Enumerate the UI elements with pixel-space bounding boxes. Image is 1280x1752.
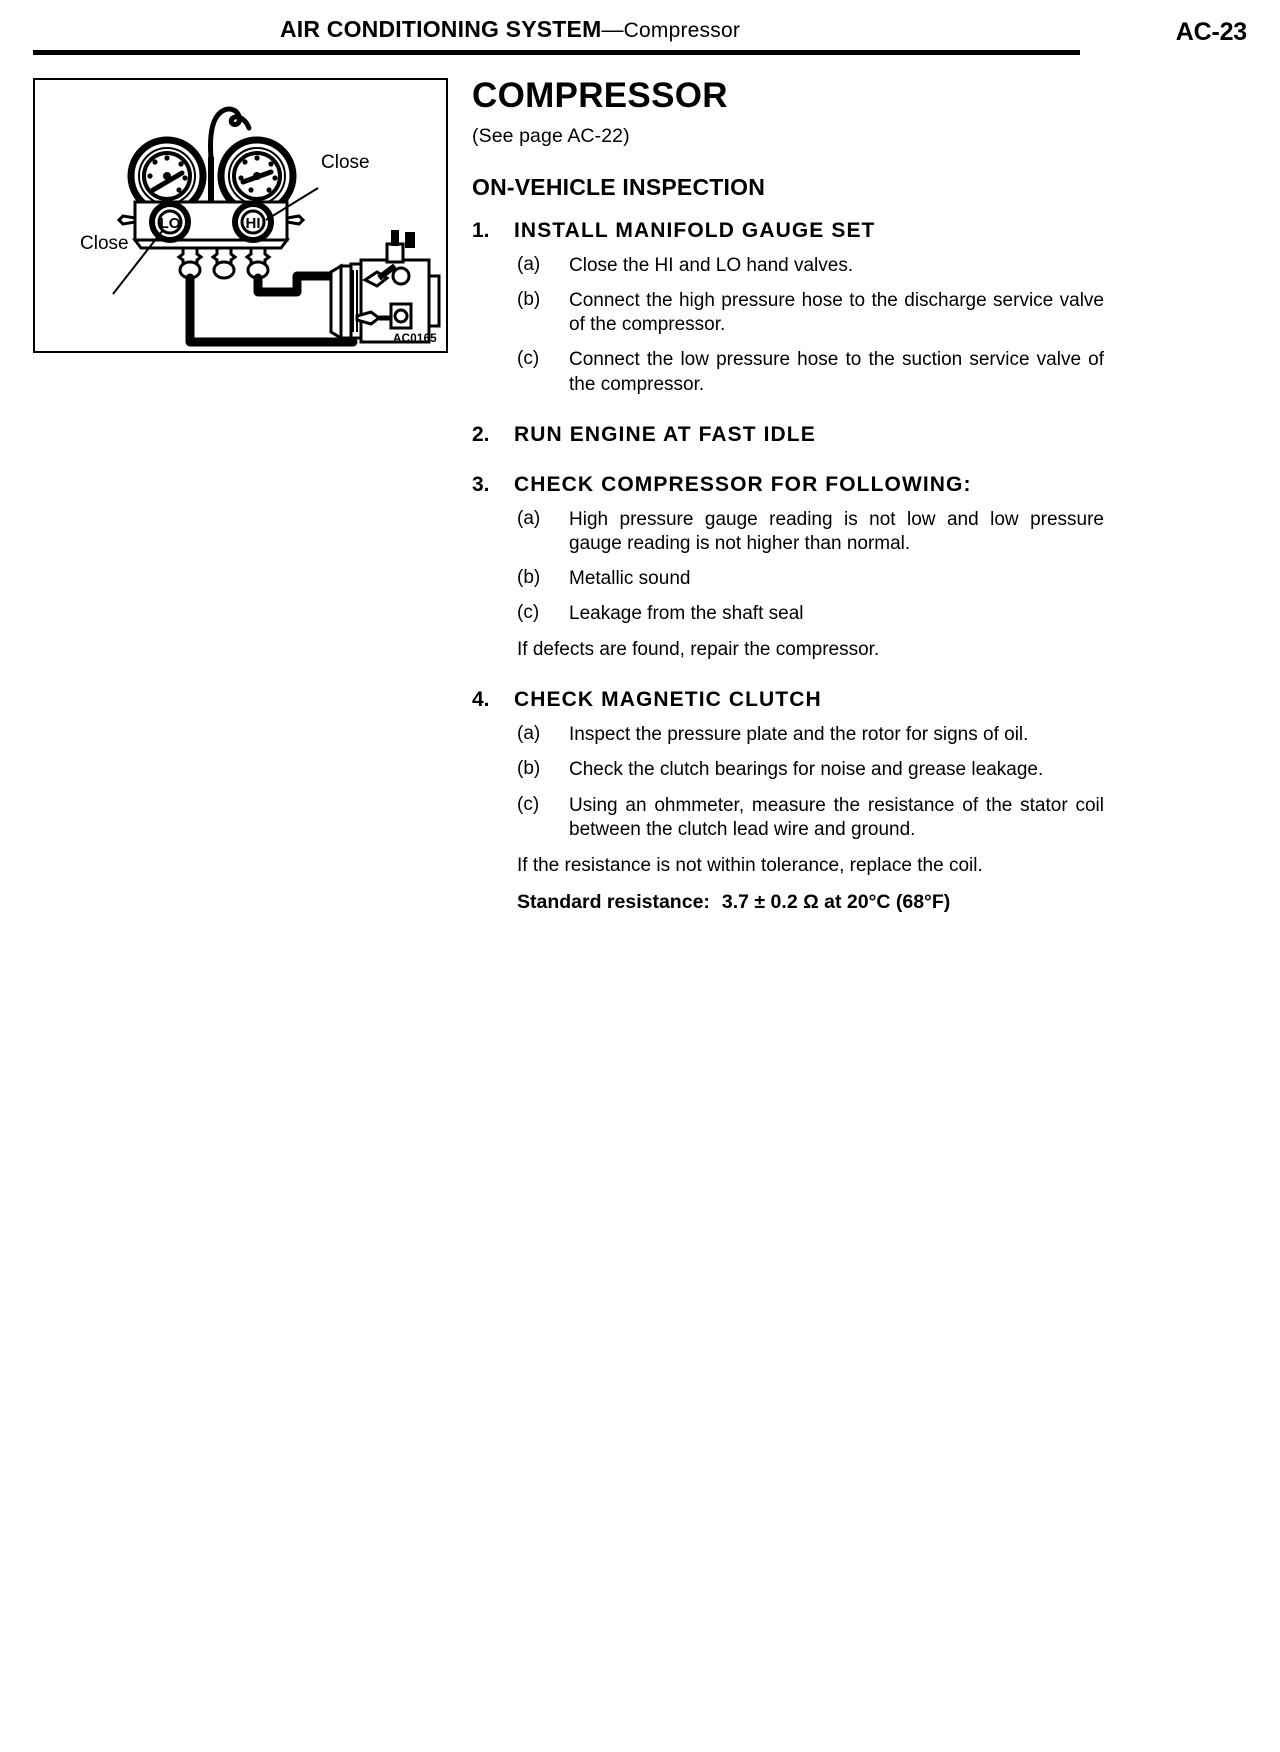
sub-item [517, 723, 1104, 747]
sub-item [517, 254, 1104, 278]
step-number: 4. [472, 688, 490, 712]
section-heading: ON-VEHICLE INSPECTION [472, 174, 766, 200]
step-title: INSTALL MANIFOLD GAUGE SET [514, 219, 876, 242]
manifold-body [119, 202, 303, 248]
sub-label: (a) [517, 507, 541, 529]
content-column [472, 78, 1104, 914]
running-head-topic: Compressor [623, 19, 741, 42]
standard-resistance-spec [517, 891, 1104, 914]
sub-text: Check the clutch bearings for noise and grease leakage. [569, 759, 1044, 781]
hi-valve-label: HI [245, 215, 261, 232]
sub-label: (c) [517, 793, 540, 815]
page-subtitle: (See page AC-22) [472, 125, 630, 147]
spec-value: 3.7 ± 0.2 Ω at 20°C (68°F) [721, 890, 951, 913]
sub-text: Metallic sound [569, 567, 691, 589]
spec-label: Standard resistance: [517, 890, 710, 913]
header-rule [33, 50, 1080, 55]
sub-item [517, 602, 1104, 626]
lo-valve-label: LO [159, 215, 181, 232]
sub-item [517, 348, 1104, 396]
sub-text: Using an ohmmeter, measure the resistance of the stator coil between the clutch lead wire and ground. [569, 794, 1104, 840]
page-title: COMPRESSOR [472, 76, 728, 115]
sub-text: Connect the high pressure hose to the discharge service valve of the compressor. [569, 290, 1104, 336]
step-item [472, 688, 1104, 712]
figure-id: AC0165 [393, 333, 437, 345]
sub-label: (c) [517, 348, 540, 370]
step-number: 1. [472, 219, 490, 242]
figure-label-close-left: Close [80, 233, 129, 254]
step-note: If the resistance is not within tolerance, replace the coil. [517, 854, 983, 876]
step-title: CHECK MAGNETIC CLUTCH [514, 688, 822, 712]
sub-label: (a) [517, 254, 541, 275]
running-head-system: AIR CONDITIONING SYSTEM [279, 16, 602, 42]
hi-hand-valve [235, 204, 271, 240]
step-item [472, 219, 1104, 243]
figure-manifold-gauge-set [33, 78, 448, 353]
running-head [0, 16, 1020, 43]
step-title: RUN ENGINE AT FAST IDLE [514, 422, 816, 446]
manifold-gauge-diagram [35, 80, 446, 351]
sub-label: (b) [517, 758, 541, 780]
sub-item [517, 508, 1104, 556]
sub-label: (b) [517, 566, 541, 588]
sub-item [517, 758, 1104, 782]
figure-label-close-right: Close [321, 152, 370, 173]
sub-item [517, 289, 1104, 337]
page-header [0, 0, 1280, 58]
page-number: AC-23 [1175, 18, 1247, 46]
step-item [472, 423, 1104, 447]
sub-item [517, 794, 1104, 842]
sub-text: High pressure gauge reading is not low and low pressure gauge reading is not higher than normal. [569, 508, 1104, 554]
sub-label: (a) [517, 723, 541, 745]
compressor-unit [331, 230, 439, 342]
lo-hand-valve [152, 204, 188, 240]
step-item [472, 473, 1104, 497]
running-head-dash: — [601, 17, 624, 42]
sub-text: Close the HI and LO hand valves. [569, 255, 854, 276]
step-title: CHECK COMPRESSOR FOR FOLLOWING: [514, 472, 972, 496]
sub-text: Inspect the pressure plate and the rotor for signs of oil. [569, 724, 1029, 746]
step-number: 2. [472, 422, 490, 446]
sub-text: Connect the low pressure hose to the suction service valve of the compressor. [569, 349, 1104, 395]
sub-item [517, 567, 1104, 591]
sub-text: Leakage from the shaft seal [569, 603, 804, 624]
high-pressure-hose [258, 276, 335, 292]
sub-label: (c) [517, 602, 540, 623]
step-number: 3. [472, 472, 490, 496]
sub-label: (b) [517, 289, 541, 311]
step-note: If defects are found, repair the compressor. [517, 639, 880, 661]
